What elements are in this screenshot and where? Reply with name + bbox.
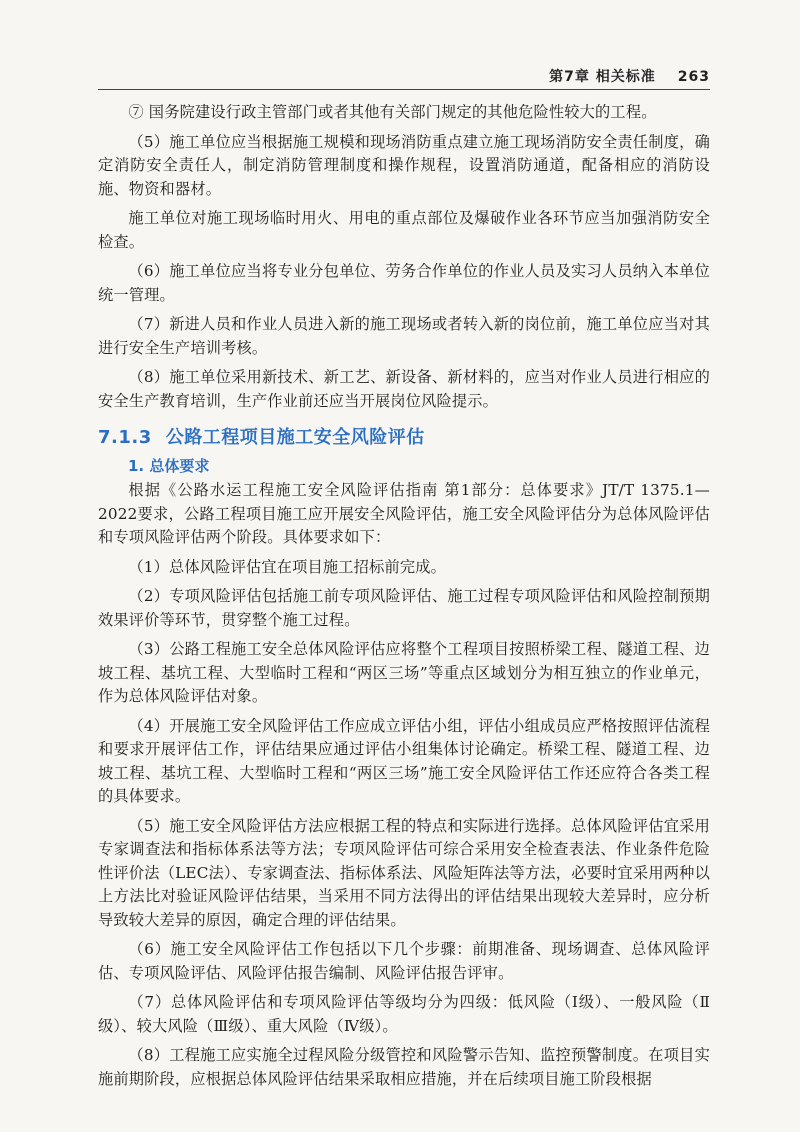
paragraph: （6）施工单位应当将专业分包单位、劳务合作单位的作业人员及实习人员纳入本单位统一管理。 <box>98 262 710 304</box>
paragraph: （8）工程施工应实施全过程风险分级管控和风险警示告知、监控预警制度。在项目实施前期阶段，应根据总体风险评估结果采取相应措施，并在后续项目施工阶段根据 <box>98 1046 710 1088</box>
paragraph: （5）施工安全风险评估方法应根据工程的特点和实际进行选择。总体风险评估宜采用专家调查法和指标体系法等方法；专项风险评估可综合采用安全检查表法、作业条件危险性评价法（LEC法）、专家调查法、指标体系法、风险矩阵法等方法，必要时宜采用两种以上方法比对验证风险评估结果，当采用不同方法得出的评估结果出现较大差异时，应分析导致较大差异的原因，确定合理的评估结果。 <box>98 816 710 929</box>
paragraph: 施工单位对施工现场临时用火、用电的重点部位及爆破作业各环节应当加强消防安全检查。 <box>98 209 710 251</box>
running-header <box>549 66 710 86</box>
page-number: 263 <box>677 69 710 85</box>
paragraph: ⑦ 国务院建设行政主管部门或者其他有关部门规定的其他危险性较大的工程。 <box>128 103 657 121</box>
paragraph: （6）施工安全风险评估工作包括以下几个步骤：前期准备、现场调查、总体风险评估、专项风险评估、风险评估报告编制、风险评估报告评审。 <box>98 940 710 982</box>
section-number: 7.1.3 <box>98 427 152 448</box>
section-heading <box>98 425 710 451</box>
subsection-heading: 1. 总体要求 <box>128 457 210 475</box>
page-header <box>98 62 710 92</box>
section-title: 公路工程项目施工安全风险评估 <box>165 427 425 448</box>
paragraph: （3）公路工程施工安全总体风险评估应将整个工程项目按照桥梁工程、隧道工程、边坡工程、基坑工程、大型临时工程和“两区三场”等重点区域划分为相互独立的作业单元，作为总体风险评估对象。 <box>98 640 710 705</box>
chapter-title: 第7章 相关标准 <box>549 69 656 85</box>
header-rule <box>98 89 710 90</box>
paragraph: （1）总体风险评估宜在项目施工招标前完成。 <box>128 557 447 576</box>
paragraph: 根据《公路水运工程施工安全风险评估指南 第1部分：总体要求》JT/T 1375.1—2022要求，公路工程项目施工应开展安全风险评估，施工安全风险评估分为总体风险评估和专项风险评估两个阶段。具体要求如下： <box>98 481 710 546</box>
paragraph: （5）施工单位应当根据施工规模和现场消防重点建立施工现场消防安全责任制度，确定消防安全责任人，制定消防管理制度和操作规程，设置消防通道，配备相应的消防设施、物资和器材。 <box>98 132 710 198</box>
page-body <box>98 101 710 1091</box>
paragraph: （7）总体风险评估和专项风险评估等级均分为四级：低风险（Ⅰ级）、一般风险（Ⅱ级）、较大风险（Ⅲ级）、重大风险（Ⅳ级）。 <box>98 993 710 1035</box>
paragraph: （2）专项风险评估包括施工前专项风险评估、施工过程专项风险评估和风险控制预期效果评价等环节，贯穿整个施工过程。 <box>98 587 710 629</box>
paragraph: （7）新进人员和作业人员进入新的施工现场或者转入新的岗位前，施工单位应当对其进行安全生产培训考核。 <box>98 315 710 357</box>
paragraph: （4）开展施工安全风险评估工作应成立评估小组，评估小组成员应严格按照评估流程和要求开展评估工作，评估结果应通过评估小组集体讨论确定。桥梁工程、隧道工程、边坡工程、基坑工程、大型临时工程和“两区三场”施工安全风险评估工作还应符合各类工程的具体要求。 <box>98 716 710 805</box>
paragraph: （8）施工单位采用新技术、新工艺、新设备、新材料的，应当对作业人员进行相应的安全生产教育培训，生产作业前还应当开展岗位风险提示。 <box>98 368 710 410</box>
